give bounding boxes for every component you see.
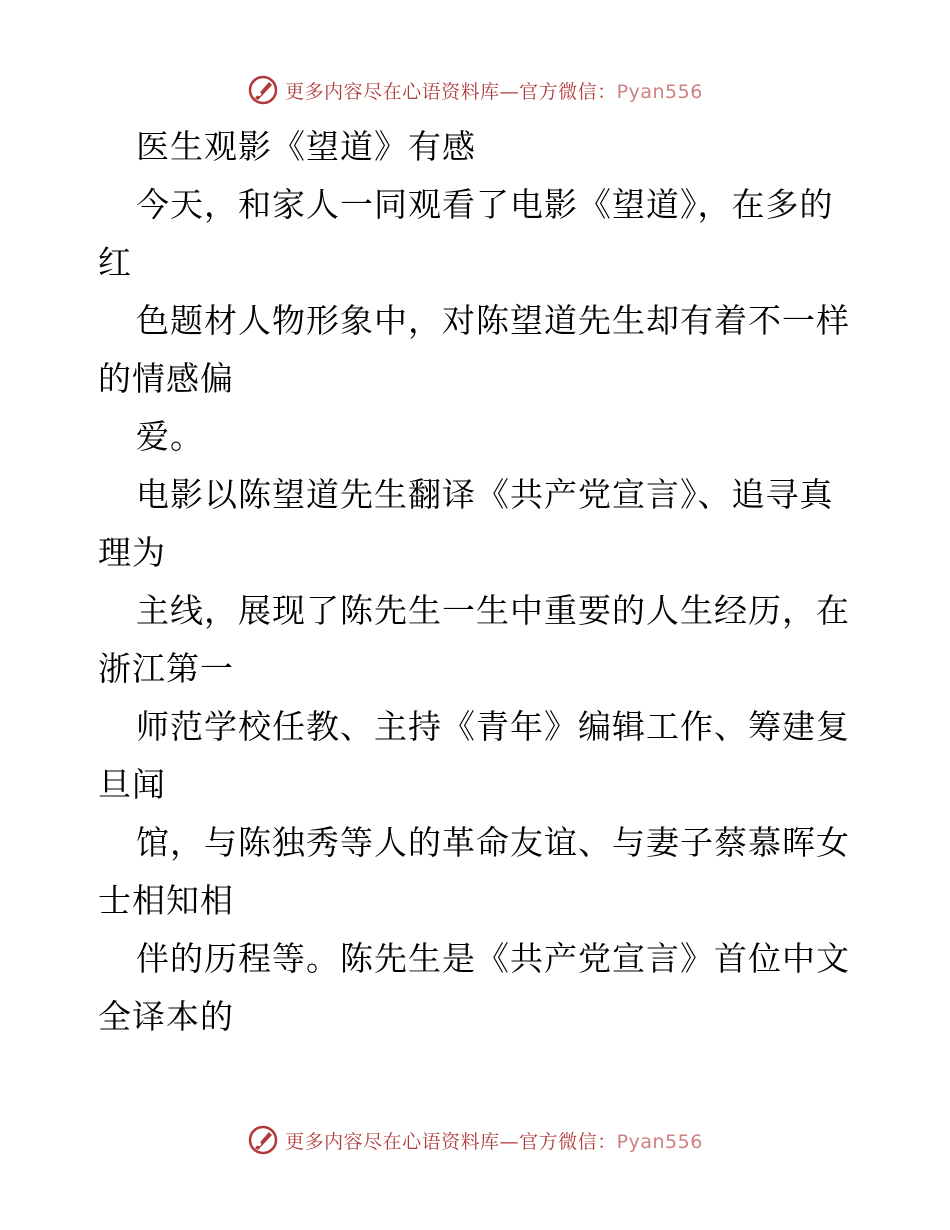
footer-watermark-banner	[0, 1120, 950, 1160]
text-line: 电影以陈望道先生翻译《共产党宣言》、追寻真	[136, 475, 834, 514]
banner-text	[285, 1127, 703, 1154]
text-line: 主线，展现了陈先生一生中重要的人生经历，在	[136, 591, 850, 630]
quill-pen-logo-icon	[247, 1124, 279, 1156]
text-line: 爱。	[136, 417, 204, 456]
text-line: 理为	[98, 533, 166, 572]
text-line: 师范学校任教、主持《青年》编辑工作、筹建复	[136, 707, 850, 746]
text-line: 浙江第一	[98, 649, 234, 688]
text-line: 旦闻	[98, 765, 166, 804]
text-line: 今天，和家人一同观看了电影《望道》，在多的	[136, 185, 834, 224]
quill-pen-logo-icon	[247, 74, 279, 106]
document-body	[98, 118, 858, 1046]
text-line: 全译本的	[98, 997, 234, 1036]
text-line: 伴的历程等。陈先生是《共产党宣言》首位中文	[136, 939, 850, 978]
text-line: 的情感偏	[98, 359, 234, 398]
text-line: 色题材人物形象中，对陈望道先生却有着不一样	[136, 301, 850, 340]
header-watermark-banner	[0, 70, 950, 110]
banner-wechat-id: Pyan556	[616, 1130, 703, 1153]
text-line: 馆，与陈独秀等人的革命友谊、与妻子蔡慕晖女	[136, 823, 850, 862]
banner-main-text: 更多内容尽在心语资料库—官方微信：	[285, 80, 617, 103]
banner-wechat-id: Pyan556	[616, 80, 703, 103]
banner-main-text: 更多内容尽在心语资料库—官方微信：	[285, 1130, 617, 1153]
text-line: 士相知相	[98, 881, 234, 920]
document-title: 医生观影《望道》有感	[136, 127, 476, 166]
text-line: 红	[98, 243, 132, 282]
banner-text	[285, 77, 703, 104]
